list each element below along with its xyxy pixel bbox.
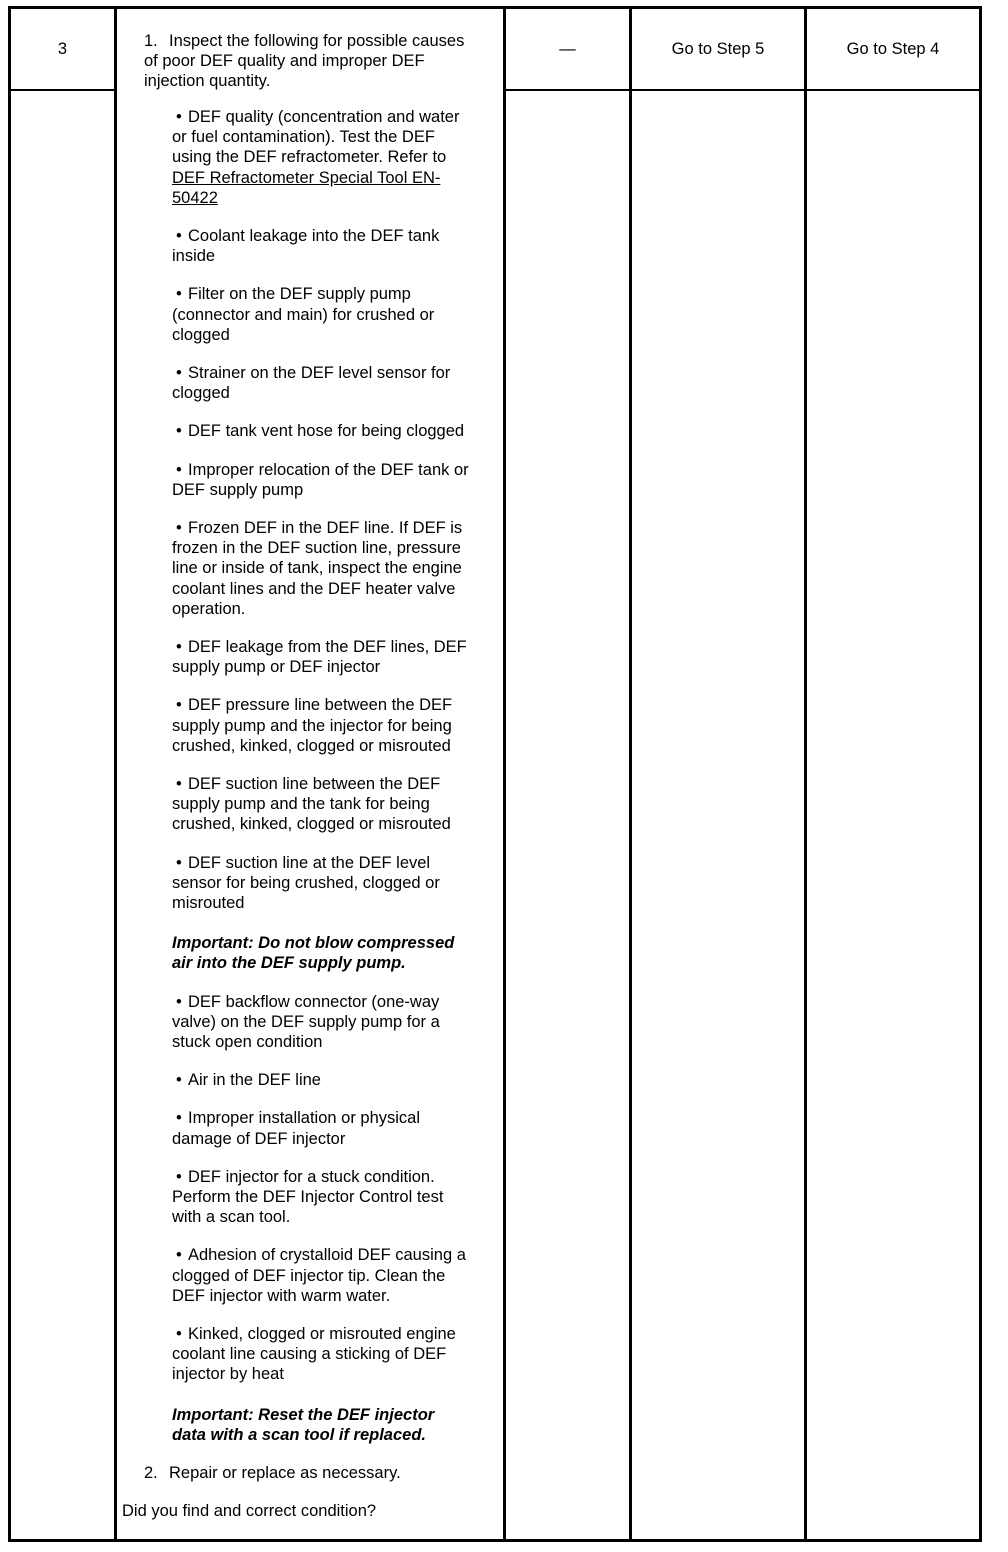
cause-bullet-5: DEF supply pump <box>172 480 304 499</box>
cause-bullet-2-5: injector by heat <box>172 1365 284 1384</box>
cause-bullet-2: • Filter on the DEF supply pump <box>172 284 411 304</box>
cause-bullet-10: misrouted <box>172 894 245 912</box>
cause-bullet-2-2: • Improper installation or physical <box>172 1108 420 1128</box>
refractometer-link[interactable]: DEF Refractometer Special Tool EN- <box>172 168 441 187</box>
cause-bullet-1: • Coolant leakage into the DEF tank <box>172 226 439 246</box>
step-item-number: 2. <box>144 1464 158 1482</box>
cause-bullet-1: inside <box>172 247 216 266</box>
step-number: 3 <box>57 40 68 58</box>
cause-bullet-6: operation. <box>172 599 246 618</box>
step-item-text: injection quantity. <box>144 72 271 91</box>
important-note: air into the DEF supply pump. <box>172 954 406 973</box>
cause-bullet-7: • DEF leakage from the DEF lines, DEF <box>172 637 467 657</box>
important-note: Important: Do not blow compressed <box>172 934 455 953</box>
column-divider-4 <box>804 6 807 1542</box>
no-action-cell: Go to Step 4 <box>846 40 940 58</box>
cause-bullet-2-0: stuck open condition <box>172 1033 323 1051</box>
cause-bullet-8: crushed, kinked, clogged or misrouted <box>172 736 451 755</box>
row-separator-step <box>8 89 116 91</box>
cause-bullet-2: clogged <box>172 325 230 344</box>
cause-bullet-2-0: • DEF backflow connector (one-way <box>172 992 439 1012</box>
table-left-border <box>8 6 11 1542</box>
cause-bullet-6: frozen in the DEF suction line, pressure <box>172 539 461 558</box>
cause-bullet-2-2: damage of DEF injector <box>172 1129 346 1148</box>
cause-bullet-10: • DEF suction line at the DEF level <box>172 853 430 873</box>
step-item-text: of poor DEF quality and improper DEF <box>144 52 425 71</box>
cause-bullet-2-4: • Adhesion of crystalloid DEF causing a <box>172 1245 466 1265</box>
cause-bullet-2-3: with a scan tool. <box>172 1208 291 1227</box>
cause-bullet-6: • Frozen DEF in the DEF line. If DEF is <box>172 518 462 538</box>
cause-bullet-2: (connector and main) for crushed or <box>172 305 435 324</box>
important-note: data with a scan tool if replaced. <box>172 1425 426 1444</box>
cause-bullet-2-4: DEF injector with warm water. <box>172 1286 391 1305</box>
cause-bullet-6: line or inside of tank, inspect the engine <box>172 559 462 578</box>
column-divider-3 <box>629 6 632 1542</box>
cause-bullet-0: • DEF quality (concentration and water <box>172 107 459 127</box>
cause-bullet-3: • Strainer on the DEF level sensor for <box>172 363 450 383</box>
cause-bullet-2-3: Perform the DEF Injector Control test <box>172 1188 444 1206</box>
question-text: Did you find and correct condition? <box>122 1502 377 1521</box>
cause-bullet-0: or fuel contamination). Test the DEF <box>172 128 435 147</box>
refractometer-link[interactable]: 50422 <box>172 188 218 207</box>
cause-bullet-2-5: • Kinked, clogged or misrouted engine <box>172 1324 456 1344</box>
table-right-border <box>979 6 982 1542</box>
cause-bullet-8: supply pump and the injector for being <box>172 716 452 735</box>
step-item-text: Inspect the following for possible causes <box>169 32 465 50</box>
cause-bullet-5: • Improper relocation of the DEF tank or <box>172 460 469 480</box>
step-item-text: Repair or replace as necessary. <box>169 1464 401 1482</box>
cause-bullet-9: supply pump and the tank for being <box>172 795 430 814</box>
cause-bullet-2-3: • DEF injector for a stuck condition. <box>172 1167 435 1187</box>
cause-bullet-10: sensor for being crushed, clogged or <box>172 873 440 892</box>
value-cell: — <box>559 40 576 58</box>
row-separator-value <box>503 89 982 91</box>
cause-bullet-9: crushed, kinked, clogged or misrouted <box>172 815 451 834</box>
column-divider-2 <box>503 6 506 1542</box>
cause-bullet-2-1: • Air in the DEF line <box>172 1070 321 1090</box>
action-cell <box>117 0 503 1540</box>
step-item-number: 1. <box>144 32 158 50</box>
cause-bullet-8: • DEF pressure line between the DEF <box>172 695 452 715</box>
cause-bullet-2-5: coolant line causing a sticking of DEF <box>172 1345 447 1364</box>
cause-bullet-6: coolant lines and the DEF heater valve <box>172 579 456 598</box>
cause-bullet-4: • DEF tank vent hose for being clogged <box>172 421 464 441</box>
important-note: Important: Reset the DEF injector <box>172 1405 435 1424</box>
cause-bullet-7: supply pump or DEF injector <box>172 658 381 677</box>
cause-bullet-0: using the DEF refractometer. Refer to <box>172 148 447 167</box>
yes-action-cell: Go to Step 5 <box>671 40 765 58</box>
cause-bullet-3: clogged <box>172 384 230 403</box>
cause-bullet-2-4: clogged of DEF injector tip. Clean the <box>172 1266 446 1285</box>
cause-bullet-2-0: valve) on the DEF supply pump for a <box>172 1012 440 1031</box>
cause-bullet-9: • DEF suction line between the DEF <box>172 774 440 794</box>
